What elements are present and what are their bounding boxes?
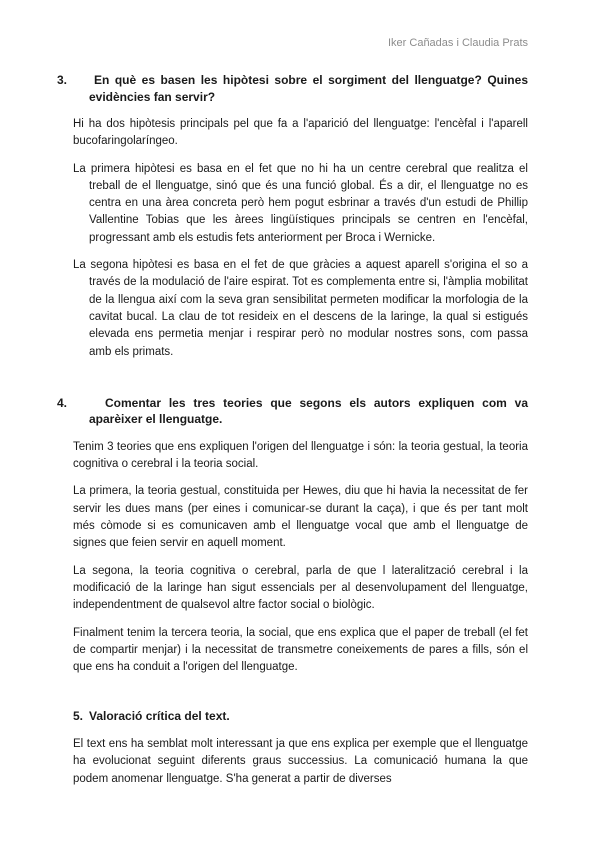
- section-4-paragraph-2: La primera, la teoria gestual, constituida per Hewes, diu que hi havia la necessitat de fer servir les dues mans (per eines i comunicar-se durant la caça), i que és per tant molt més còmode si es comunicaven amb el llenguatge vocal que amb el llenguatge de signes que feien servir en aquell moment.: [73, 485, 528, 550]
- section-4-paragraph-4: Finalment tenim la tercera teoria, la social, que ens explica que el paper de treball (el fet de compartir menjar) i la necessitat de transmetre coneixements de pares a fills, són el que ens ha conduit a l'origen del llenguatge.: [73, 626, 528, 674]
- section-spacer: [73, 371, 528, 390]
- page-header-authors: Iker Cañadas i Claudia Prats: [387, 37, 528, 49]
- section-4-paragraph-3: La segona, la teoria cognitiva o cerebral, parla de que l lateralització cerebral i la modificació de la laringe han sigut essencials per al desenvolupament del llenguatge, independentment de qualsevol altre factor social o biològic.: [73, 564, 528, 612]
- section-spacer: [73, 686, 528, 708]
- section-5-paragraph-1: El text ens ha semblat molt interessant ja que ens explica per exemple que el llenguatge ha evolucionat seguint diferents graus successius. La comunicació humana la que podem anomenar llenguatge. S'ha generat a partir de diverses: [73, 737, 528, 785]
- section-4-heading: [57, 395, 528, 428]
- section-4-paragraph-1: Tenim 3 teories que ens expliquen l'origen del llenguatge i són: la teoria gestual, la teoria cognitiva o cerebral i la teoria social.: [73, 440, 528, 471]
- section-3-title: En què es basen les hipòtesi sobre el sorgiment del llenguatge? Quines evidències fan servir?: [89, 73, 528, 104]
- section-5-heading: [73, 708, 528, 725]
- document-body: [57, 72, 528, 798]
- section-5-number: 5.: [73, 709, 84, 724]
- section-3-paragraph-2: La primera hipòtesi es basa en el fet que no hi ha un centre cerebral que realitza el treball de el llenguatge, sinó que és una funció global. És a dir, el llenguatge no es centra en una àrea concreta però hem pogut esbrinar a través d'un estudi de Phillip Vallentine Tobias que les àrees lingüístiques principals se centren en l'encèfal, progressant amb els estudis fets anteriorment per Broca i Wernicke.: [73, 162, 528, 244]
- section-5-title: Valoració crítica del text.: [89, 709, 230, 724]
- section-3-paragraph-1: Hi ha dos hipòtesis principals pel que fa a l'aparició del llenguatge: l'encèfal i l'aparell bucofaringolaríngeo.: [73, 118, 528, 148]
- section-4-number: 4.: [57, 395, 68, 410]
- section-3-number: 3.: [57, 73, 68, 87]
- section-4-title: Comentar les tres teories que segons els autors expliquen com va aparèixer el llenguatge.: [89, 395, 528, 427]
- section-3-paragraph-3: La segona hipòtesi es basa en el fet de que gràcies a aquest aparell s'origina el so a través de la modulació de l'aire espirat. Tot es complementa entre si, l'àmplia mobilitat de la llengua així com la seva gran sensibilitat permeten modificar la morfologia de la cavitat bucal. La clau de tot resideix en el descens de la laringe, la qual si estigués elevada ens permetia menjar i respirar però no modular nostres sons, com passa amb els primats.: [73, 259, 528, 358]
- section-3-heading: [57, 72, 528, 105]
